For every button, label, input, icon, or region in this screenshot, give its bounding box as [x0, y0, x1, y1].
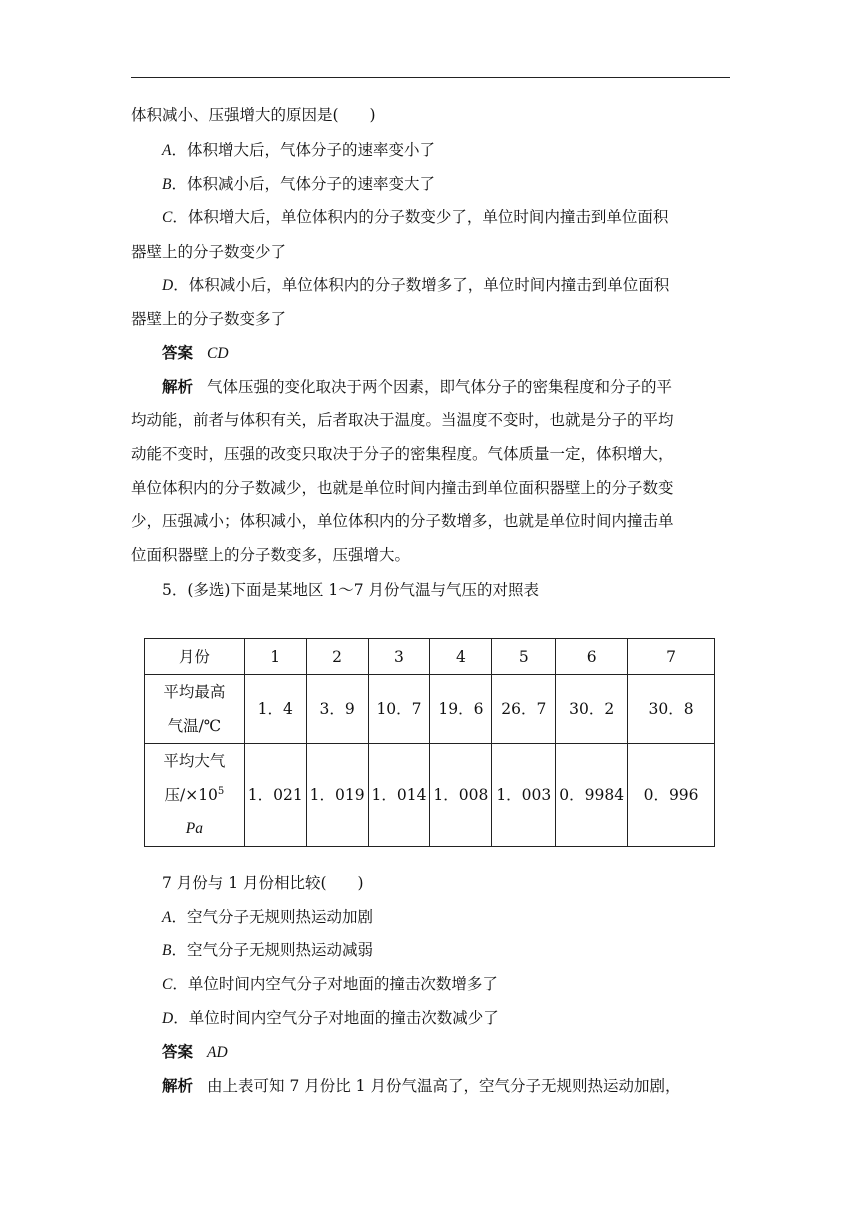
table-cell: 10．7 — [368, 675, 430, 744]
table-row-label — [145, 675, 245, 744]
answer-label: 答案 — [162, 1042, 194, 1061]
q5-question: 7 月份与 1 月份相比较( ) — [162, 874, 364, 892]
header-rule — [131, 77, 730, 78]
option-text: ．体积增大后，单位体积内的分子数变少了，单位时间内撞击到单位面积 — [172, 208, 669, 226]
q4-option-b — [162, 174, 762, 195]
q5-option-b — [162, 940, 762, 961]
table-cell: 7 — [628, 639, 715, 675]
table-cell: 1 — [244, 639, 306, 675]
exponent: 5 — [217, 785, 225, 797]
table-cell: 0．9984 — [556, 744, 628, 847]
row-label-line: 平均最高 — [163, 683, 226, 701]
q5-analysis-line-1 — [162, 1076, 731, 1096]
table-row-pressure — [145, 744, 715, 847]
table-cell: 1．008 — [430, 744, 492, 847]
table-header-label: 月份 — [145, 639, 245, 675]
option-letter: D — [162, 1010, 174, 1027]
option-text: ．单位时间内空气分子对地面的撞击次数减少了 — [173, 1009, 499, 1027]
q4-analysis-line-3: 动能不变时，压强的改变只取决于分子的密集程度。气体质量一定，体积增大， — [131, 445, 674, 463]
table-row-label — [145, 744, 245, 847]
option-text: ．体积减小后，气体分子的速率变大了 — [171, 175, 435, 193]
option-text: ．体积增大后，气体分子的速率变小了 — [171, 141, 435, 159]
q4-option-c-cont: 器壁上的分子数变少了 — [131, 243, 287, 261]
row-label-line — [145, 778, 244, 812]
table-cell: 3．9 — [306, 675, 368, 744]
table-cell: 30．2 — [556, 675, 628, 744]
table-cell: 0．996 — [628, 744, 715, 847]
row-label-text: 压/×10 — [164, 786, 218, 804]
analysis-label: 解析 — [162, 377, 194, 396]
table-cell: 26．7 — [492, 675, 556, 744]
option-letter: B — [162, 942, 172, 959]
q4-option-d-cont: 器壁上的分子数变多了 — [131, 310, 287, 328]
analysis-text: 由上表可知 7 月份比 1 月份气温高了，空气分子无规则热运动加剧， — [207, 1077, 681, 1095]
table-cell: 1．4 — [244, 675, 306, 744]
option-text: ．单位时间内空气分子对地面的撞击次数增多了 — [172, 975, 498, 993]
table-cell: 6 — [556, 639, 628, 675]
q4-option-a — [162, 140, 762, 161]
option-letter: D — [162, 277, 174, 294]
option-letter: B — [162, 176, 172, 193]
q4-analysis-line-1 — [162, 377, 731, 397]
table-cell: 4 — [430, 639, 492, 675]
q4-option-c — [162, 207, 731, 228]
temperature-pressure-table — [144, 638, 715, 847]
option-text: ．体积减小后，单位体积内的分子数增多了，单位时间内撞击到单位面积 — [173, 276, 670, 294]
q5-answer — [162, 1042, 762, 1063]
table-row-temperature — [145, 675, 715, 744]
q5-option-c — [162, 974, 762, 995]
answer-label: 答案 — [162, 343, 194, 362]
q5-option-d — [162, 1008, 762, 1029]
q4-option-d — [162, 275, 731, 296]
table-cell: 1．014 — [368, 744, 430, 847]
q4-analysis-line-6: 位面积器壁上的分子数变多，压强增大。 — [131, 546, 411, 564]
table-cell: 5 — [492, 639, 556, 675]
q5-stem: 5．(多选)下面是某地区 1～7 月份气温与气压的对照表 — [162, 581, 540, 599]
table-cell: 3 — [368, 639, 430, 675]
answer-value: CD — [207, 345, 229, 362]
table-cell: 1．019 — [306, 744, 368, 847]
q4-answer — [162, 343, 762, 364]
q4-stem: 体积减小、压强增大的原因是( ) — [131, 106, 376, 124]
option-letter: A — [162, 142, 172, 159]
row-label-line: 平均大气 — [163, 752, 226, 770]
option-letter: A — [162, 909, 172, 926]
table-cell: 30．8 — [628, 675, 715, 744]
option-letter: C — [162, 209, 173, 226]
q4-analysis-line-2: 均动能，前者与体积有关，后者取决于温度。当温度不变时，也就是分子的平均 — [131, 411, 674, 429]
row-label-unit: Pa — [185, 820, 203, 837]
table-cell: 19．6 — [430, 675, 492, 744]
table-cell: 1．003 — [492, 744, 556, 847]
answer-value: AD — [207, 1044, 228, 1061]
table-cell: 2 — [306, 639, 368, 675]
analysis-label: 解析 — [162, 1076, 194, 1095]
table-row-months — [145, 639, 715, 675]
row-label-line: 气温/℃ — [167, 717, 222, 735]
q4-analysis-line-4: 单位体积内的分子数减少，也就是单位时间内撞击到单位面积器壁上的分子数变 — [131, 479, 674, 497]
q4-analysis-line-5: 少，压强减小；体积减小，单位体积内的分子数增多，也就是单位时间内撞击单 — [131, 512, 674, 530]
table-cell: 1．021 — [244, 744, 306, 847]
option-text: ．空气分子无规则热运动加剧 — [171, 908, 373, 926]
option-text: ．空气分子无规则热运动减弱 — [171, 941, 373, 959]
q5-option-a — [162, 907, 762, 928]
option-letter: C — [162, 976, 173, 993]
analysis-text: 气体压强的变化取决于两个因素，即气体分子的密集程度和分子的平 — [207, 378, 673, 396]
